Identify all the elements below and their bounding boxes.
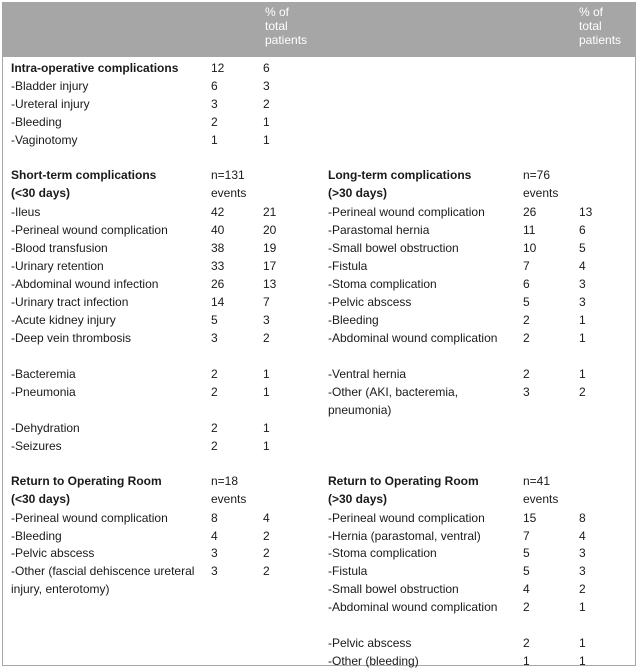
long_term-row-count: 3 bbox=[523, 385, 530, 399]
return_short-row-label: -Pelvic abscess bbox=[11, 546, 95, 560]
long_term-row-label: -Other (AKI, bacteremia, pneumonia) bbox=[328, 385, 459, 417]
return_long-row-pct: 1 bbox=[579, 654, 586, 668]
short_term-row-label: -Urinary tract infection bbox=[11, 295, 129, 309]
return_long-row-count: 5 bbox=[523, 564, 530, 578]
long_term-row-pct: 6 bbox=[579, 223, 586, 237]
return_short-row-count: 4 bbox=[211, 529, 218, 543]
short_term-row-count: 38 bbox=[211, 241, 225, 255]
long_term-row-pct: 1 bbox=[579, 367, 586, 381]
short_term-row-count: 14 bbox=[211, 295, 225, 309]
table-header bbox=[3, 3, 635, 57]
return_long-n: n=41 bbox=[523, 474, 551, 488]
long_term-row-count: 2 bbox=[523, 367, 530, 381]
intra-row-count: 2 bbox=[211, 115, 218, 129]
short_term-row-label: -Urinary retention bbox=[11, 259, 104, 273]
short_term-row-label: -Perineal wound complication bbox=[11, 223, 168, 237]
short_term-row-pct: 13 bbox=[263, 277, 277, 291]
return_long-row-count: 15 bbox=[523, 511, 537, 525]
intra-row-pct: 1 bbox=[263, 115, 270, 129]
return_long-row-label: -Abdominal wound complication bbox=[328, 600, 498, 614]
long_term-row-count: 2 bbox=[523, 331, 530, 345]
return_short-row-label: -Bleeding bbox=[11, 529, 62, 543]
return_short-row-pct: 2 bbox=[263, 529, 270, 543]
short_term-n: n=131 bbox=[211, 168, 245, 182]
intra-row-count: 3 bbox=[211, 97, 218, 111]
return_long-row-label: -Fistula bbox=[328, 564, 368, 578]
short_term-row-pct: 1 bbox=[263, 385, 270, 399]
return_short-subtitle: (<30 days) bbox=[11, 492, 71, 506]
short_term-row-count: 5 bbox=[211, 313, 218, 327]
return_long-row-count: 5 bbox=[523, 546, 530, 560]
long_term-row-pct: 1 bbox=[579, 331, 586, 345]
return_short-row-pct: 2 bbox=[263, 546, 270, 560]
return_long-row-pct: 4 bbox=[579, 529, 586, 543]
short_term-title: Short-term complications bbox=[11, 168, 157, 182]
return_short-events: events bbox=[211, 492, 247, 506]
intra-title: Intra-operative complications bbox=[11, 61, 179, 75]
return_short-row-pct: 4 bbox=[263, 511, 270, 525]
intra-row-label: -Ureteral injury bbox=[11, 97, 90, 111]
long_term-row-pct: 2 bbox=[579, 385, 586, 399]
long_term-row-count: 10 bbox=[523, 241, 537, 255]
long_term-title: Long-term complications bbox=[328, 168, 472, 182]
short_term-row-label: -Bacteremia bbox=[11, 367, 76, 381]
return_long-row-count: 7 bbox=[523, 529, 530, 543]
header-pct-right: % of total patients bbox=[579, 5, 622, 47]
return_short-row-label: -Other (fascial dehiscence ureteral injury, enterotomy) bbox=[11, 564, 195, 596]
short_term-subtitle: (<30 days) bbox=[11, 186, 71, 200]
intra-row-pct: 3 bbox=[263, 79, 270, 93]
long_term-row-pct: 13 bbox=[579, 205, 593, 219]
return_short-n: n=18 bbox=[211, 474, 239, 488]
intra-count: 12 bbox=[211, 61, 225, 75]
intra-row-label: -Bleeding bbox=[11, 115, 62, 129]
long_term-row-count: 2 bbox=[523, 313, 530, 327]
return_short-row-count: 8 bbox=[211, 511, 218, 525]
long_term-row-count: 6 bbox=[523, 277, 530, 291]
return_long-row-pct: 3 bbox=[579, 564, 586, 578]
short_term-row-pct: 1 bbox=[263, 439, 270, 453]
long_term-row-pct: 5 bbox=[579, 241, 586, 255]
return_long-row-count: 4 bbox=[523, 582, 530, 596]
return_long-row-label: -Other (bleeding) bbox=[328, 654, 419, 668]
return_long-title: Return to Operating Room bbox=[328, 474, 479, 488]
short_term-row-pct: 19 bbox=[263, 241, 277, 255]
short_term-row-label: -Abdominal wound infection bbox=[11, 277, 159, 291]
long_term-row-count: 7 bbox=[523, 259, 530, 273]
long_term-n: n=76 bbox=[523, 168, 551, 182]
long_term-events: events bbox=[523, 186, 559, 200]
intra-row-pct: 1 bbox=[263, 133, 270, 147]
short_term-row-label: -Acute kidney injury bbox=[11, 313, 116, 327]
return_long-row-pct: 8 bbox=[579, 511, 586, 525]
return_short-title: Return to Operating Room bbox=[11, 474, 162, 488]
short_term-row-pct: 21 bbox=[263, 205, 277, 219]
intra-row-count: 6 bbox=[211, 79, 218, 93]
long_term-row-count: 26 bbox=[523, 205, 537, 219]
return_long-row-count: 2 bbox=[523, 636, 530, 650]
short_term-row-pct: 3 bbox=[263, 313, 270, 327]
short_term-row-count: 3 bbox=[211, 331, 218, 345]
short_term-row-pct: 17 bbox=[263, 259, 277, 273]
intra-row-count: 1 bbox=[211, 133, 218, 147]
short_term-row-label: -Deep vein thrombosis bbox=[11, 331, 132, 345]
long_term-row-label: -Parastomal hernia bbox=[328, 223, 430, 237]
long_term-row-label: -Ventral hernia bbox=[328, 367, 407, 381]
short_term-row-pct: 7 bbox=[263, 295, 270, 309]
return_long-row-label: -Perineal wound complication bbox=[328, 511, 485, 525]
short_term-row-pct: 2 bbox=[263, 331, 270, 345]
long_term-row-pct: 4 bbox=[579, 259, 586, 273]
return_long-subtitle: (>30 days) bbox=[328, 492, 388, 506]
return_short-row-label: -Perineal wound complication bbox=[11, 511, 168, 525]
return_long-row-count: 1 bbox=[523, 654, 530, 668]
return_short-row-pct: 2 bbox=[263, 564, 270, 578]
short_term-row-count: 40 bbox=[211, 223, 225, 237]
return_long-row-pct: 2 bbox=[579, 582, 586, 596]
intra-row-pct: 2 bbox=[263, 97, 270, 111]
short_term-row-label: -Blood transfusion bbox=[11, 241, 108, 255]
long_term-row-count: 11 bbox=[523, 223, 536, 237]
short_term-row-label: -Pneumonia bbox=[11, 385, 76, 399]
short_term-row-pct: 20 bbox=[263, 223, 277, 237]
long_term-row-label: -Perineal wound complication bbox=[328, 205, 485, 219]
long_term-row-count: 5 bbox=[523, 295, 530, 309]
return_short-row-count: 3 bbox=[211, 546, 218, 560]
short_term-events: events bbox=[211, 186, 247, 200]
long_term-row-label: -Bleeding bbox=[328, 313, 379, 327]
long_term-row-label: -Fistula bbox=[328, 259, 368, 273]
short_term-row-label: -Ileus bbox=[11, 205, 41, 219]
return_short-row-count: 3 bbox=[211, 564, 218, 578]
return_long-row-count: 2 bbox=[523, 600, 530, 614]
long_term-subtitle: (>30 days) bbox=[328, 186, 388, 200]
short_term-row-pct: 1 bbox=[263, 421, 270, 435]
return_long-row-label: -Small bowel obstruction bbox=[328, 582, 459, 596]
header-pct-left: % of total patients bbox=[265, 5, 308, 47]
return_long-events: events bbox=[523, 492, 559, 506]
short_term-row-count: 42 bbox=[211, 205, 225, 219]
short_term-row-label: -Dehydration bbox=[11, 421, 80, 435]
short_term-row-count: 2 bbox=[211, 421, 218, 435]
short_term-row-count: 2 bbox=[211, 439, 218, 453]
return_long-row-pct: 1 bbox=[579, 636, 586, 650]
return_long-row-label: -Hernia (parastomal, ventral) bbox=[328, 529, 481, 543]
complications-table bbox=[2, 2, 636, 666]
long_term-row-label: -Pelvic abscess bbox=[328, 295, 412, 309]
long_term-row-pct: 1 bbox=[579, 313, 586, 327]
short_term-row-count: 33 bbox=[211, 259, 225, 273]
return_long-row-label: -Stoma complication bbox=[328, 546, 437, 560]
short_term-row-count: 26 bbox=[211, 277, 225, 291]
intra-row-label: -Bladder injury bbox=[11, 79, 89, 93]
intra-pct: 6 bbox=[263, 61, 270, 75]
long_term-row-label: -Small bowel obstruction bbox=[328, 241, 459, 255]
long_term-row-pct: 3 bbox=[579, 277, 586, 291]
return_long-row-pct: 3 bbox=[579, 546, 586, 560]
long_term-row-pct: 3 bbox=[579, 295, 586, 309]
intra-row-label: -Vaginotomy bbox=[11, 133, 78, 147]
return_long-row-label: -Pelvic abscess bbox=[328, 636, 412, 650]
short_term-row-label: -Seizures bbox=[11, 439, 62, 453]
return_long-row-pct: 1 bbox=[579, 600, 586, 614]
short_term-row-count: 2 bbox=[211, 385, 218, 399]
long_term-row-label: -Abdominal wound complication bbox=[328, 331, 498, 345]
short_term-row-pct: 1 bbox=[263, 367, 270, 381]
short_term-row-count: 2 bbox=[211, 367, 218, 381]
long_term-row-label: -Stoma complication bbox=[328, 277, 437, 291]
